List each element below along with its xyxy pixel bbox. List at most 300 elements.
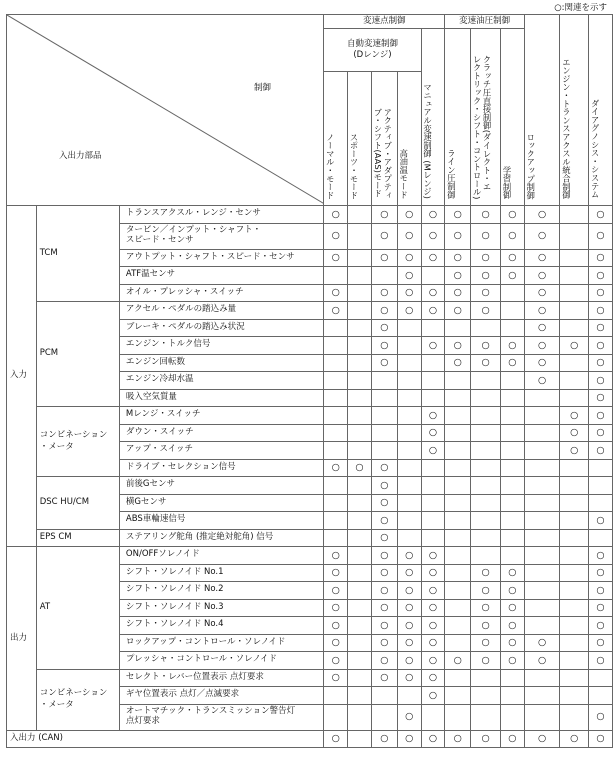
mark-cell: ○ <box>371 206 397 224</box>
mark-cell <box>471 704 501 730</box>
mark-cell: ○ <box>324 617 348 635</box>
item-label: トランスアクスル・レンジ・センサ <box>119 206 323 224</box>
header-diagonal-cell <box>7 15 324 206</box>
mark-cell <box>445 634 471 652</box>
mark-cell: ○ <box>421 223 445 249</box>
item-label: セレクト・レバー位置表示 点灯要求 <box>119 669 323 687</box>
col-learning: 学習制御 <box>501 29 525 206</box>
mark-cell <box>348 284 372 302</box>
mark-cell <box>324 372 348 390</box>
mark-cell <box>560 223 589 249</box>
mark-cell <box>348 206 372 224</box>
mark-cell <box>501 704 525 730</box>
mark-cell: ○ <box>421 582 445 600</box>
item-label: オートマチック・トランスミッション警告灯 点灯要求 <box>119 704 323 730</box>
mark-cell <box>348 617 372 635</box>
diagonal-line <box>7 15 324 206</box>
mark-cell <box>421 529 445 547</box>
mark-cell: ○ <box>589 512 613 530</box>
mark-cell <box>371 704 397 730</box>
mark-cell <box>421 389 445 407</box>
mark-cell: ○ <box>421 730 445 747</box>
mark-cell: ○ <box>471 634 501 652</box>
group-cell: PCM <box>36 302 119 407</box>
mark-cell: ○ <box>471 302 501 320</box>
mark-cell <box>348 389 372 407</box>
mark-cell <box>560 529 589 547</box>
mark-cell: ○ <box>371 302 397 320</box>
mark-cell <box>324 512 348 530</box>
mark-cell: ○ <box>589 424 613 442</box>
mark-cell: ○ <box>371 284 397 302</box>
mark-cell: ○ <box>501 582 525 600</box>
mark-cell: ○ <box>471 617 501 635</box>
mark-cell: ○ <box>397 302 421 320</box>
mark-cell: ○ <box>421 302 445 320</box>
category-cell: 出力 <box>7 547 37 731</box>
mark-cell: ○ <box>524 302 560 320</box>
mark-cell: ○ <box>501 267 525 285</box>
mark-cell <box>348 372 372 390</box>
mark-cell: ○ <box>324 302 348 320</box>
mark-cell <box>524 547 560 565</box>
table-row <box>7 547 613 565</box>
mark-cell: ○ <box>371 494 397 512</box>
group-cell: コンビネーション ・メータ <box>36 669 119 730</box>
mark-cell <box>471 372 501 390</box>
item-label: エンジン冷却水温 <box>119 372 323 390</box>
item-label: ON/OFFソレノイド <box>119 547 323 565</box>
table-row <box>7 529 613 547</box>
group-cell: EPS CM <box>36 529 119 547</box>
mark-cell <box>524 407 560 425</box>
mark-cell <box>560 704 589 730</box>
col-clutch-pressure: クラッチ圧直接制御(ダイレクト・エ レクトリック・シフト・コントロール) <box>471 29 501 206</box>
mark-cell <box>371 442 397 460</box>
mark-cell <box>445 319 471 337</box>
col-integrated: エンジン・トランスアクスル統合制御 <box>560 15 589 206</box>
mark-cell: ○ <box>371 547 397 565</box>
mark-cell: ○ <box>471 337 501 355</box>
mark-cell: ○ <box>524 730 560 747</box>
mark-cell <box>348 223 372 249</box>
mark-cell: ○ <box>421 547 445 565</box>
mark-cell <box>501 319 525 337</box>
mark-cell <box>348 547 372 565</box>
item-label: Mレンジ・スイッチ <box>119 407 323 425</box>
mark-cell: ○ <box>471 652 501 670</box>
mark-cell <box>501 547 525 565</box>
category-cell: 入力 <box>7 206 37 547</box>
table-row <box>7 302 613 320</box>
mark-cell: ○ <box>324 223 348 249</box>
mark-cell <box>324 442 348 460</box>
mark-cell <box>524 687 560 705</box>
footer-label: 入出力 (CAN) <box>7 730 324 747</box>
mark-cell <box>524 512 560 530</box>
mark-cell <box>397 389 421 407</box>
item-label: 吸入空気質量 <box>119 389 323 407</box>
mark-cell <box>560 634 589 652</box>
item-label: タービン／インプット・シャフト・ スピード・センサ <box>119 223 323 249</box>
mark-cell <box>348 407 372 425</box>
mark-cell: ○ <box>471 206 501 224</box>
mark-cell: ○ <box>324 249 348 267</box>
col-normal-mode: ノーマル・モード <box>324 72 348 206</box>
mark-cell <box>445 564 471 582</box>
mark-cell: ○ <box>524 354 560 372</box>
mark-cell: ○ <box>471 284 501 302</box>
mark-cell <box>324 337 348 355</box>
mark-cell <box>501 669 525 687</box>
mark-cell: ○ <box>324 730 348 747</box>
mark-cell <box>445 687 471 705</box>
mark-cell: ○ <box>560 407 589 425</box>
mark-cell: ○ <box>324 652 348 670</box>
mark-cell: ○ <box>589 389 613 407</box>
mark-cell <box>560 652 589 670</box>
mark-cell: ○ <box>371 512 397 530</box>
mark-cell: ○ <box>589 372 613 390</box>
mark-cell: ○ <box>371 564 397 582</box>
mark-cell: ○ <box>501 223 525 249</box>
mark-cell <box>560 564 589 582</box>
mark-cell: ○ <box>560 424 589 442</box>
mark-cell <box>445 494 471 512</box>
mark-cell: ○ <box>524 249 560 267</box>
mark-cell <box>397 319 421 337</box>
mark-cell: ○ <box>324 599 348 617</box>
mark-cell <box>560 494 589 512</box>
mark-cell <box>421 372 445 390</box>
mark-cell <box>471 389 501 407</box>
mark-cell <box>348 354 372 372</box>
mark-cell: ○ <box>501 652 525 670</box>
mark-cell: ○ <box>589 617 613 635</box>
mark-cell <box>471 512 501 530</box>
mark-cell <box>445 459 471 477</box>
mark-cell <box>560 687 589 705</box>
mark-cell: ○ <box>445 730 471 747</box>
col-sports-mode: スポーツ・モード <box>348 72 372 206</box>
hydraulic-control-header: 変速油圧制御 <box>445 15 524 29</box>
mark-cell <box>445 477 471 495</box>
mark-cell <box>348 634 372 652</box>
mark-cell: ○ <box>421 284 445 302</box>
auto-shift-header: 自動変速制御 (Dレンジ) <box>324 29 421 72</box>
mark-cell <box>324 424 348 442</box>
mark-cell: ○ <box>371 223 397 249</box>
mark-cell: ○ <box>589 582 613 600</box>
mark-cell <box>560 669 589 687</box>
mark-cell <box>324 704 348 730</box>
item-label: エンジン・トルク信号 <box>119 337 323 355</box>
mark-cell: ○ <box>371 459 397 477</box>
item-label: シフト・ソレノイド No.1 <box>119 564 323 582</box>
mark-cell <box>524 494 560 512</box>
mark-cell: ○ <box>524 206 560 224</box>
mark-cell: ○ <box>421 337 445 355</box>
mark-cell <box>501 302 525 320</box>
mark-cell <box>471 407 501 425</box>
mark-cell: ○ <box>589 704 613 730</box>
mark-cell: ○ <box>371 477 397 495</box>
io-control-table <box>6 14 613 748</box>
mark-cell <box>524 477 560 495</box>
mark-cell <box>348 687 372 705</box>
mark-cell <box>589 687 613 705</box>
mark-cell <box>501 477 525 495</box>
mark-cell <box>324 477 348 495</box>
item-label: シフト・ソレノイド No.3 <box>119 599 323 617</box>
mark-cell: ○ <box>589 267 613 285</box>
mark-cell <box>397 459 421 477</box>
mark-cell: ○ <box>397 652 421 670</box>
mark-cell: ○ <box>324 564 348 582</box>
mark-cell <box>560 206 589 224</box>
mark-cell: ○ <box>421 442 445 460</box>
mark-cell <box>421 319 445 337</box>
mark-cell: ○ <box>589 442 613 460</box>
mark-cell <box>421 459 445 477</box>
mark-cell <box>348 564 372 582</box>
mark-cell <box>589 494 613 512</box>
mark-cell: ○ <box>589 652 613 670</box>
mark-cell: ○ <box>501 564 525 582</box>
item-label: アウトプット・シャフト・スピード・センサ <box>119 249 323 267</box>
shift-point-control-header: 変速点制御 <box>324 15 445 29</box>
control-label: 制御 <box>254 83 272 93</box>
mark-cell <box>348 424 372 442</box>
mark-cell: ○ <box>501 206 525 224</box>
mark-cell: ○ <box>397 617 421 635</box>
mark-cell <box>445 407 471 425</box>
mark-cell <box>421 477 445 495</box>
col-diagnosis: ダイアグノシス・システム <box>589 15 613 206</box>
mark-cell <box>397 407 421 425</box>
mark-cell: ○ <box>397 634 421 652</box>
mark-cell: ○ <box>348 459 372 477</box>
mark-cell <box>524 389 560 407</box>
mark-cell: ○ <box>371 354 397 372</box>
mark-cell <box>471 547 501 565</box>
mark-cell <box>371 389 397 407</box>
mark-cell: ○ <box>397 669 421 687</box>
mark-cell <box>397 512 421 530</box>
mark-cell: ○ <box>445 354 471 372</box>
table-body <box>7 206 613 748</box>
mark-cell: ○ <box>445 249 471 267</box>
item-label: オイル・プレッシャ・スイッチ <box>119 284 323 302</box>
col-aas-mode: アクティブ・アダプティ ブ・シフト(AAS)モード <box>371 72 397 206</box>
mark-cell <box>324 354 348 372</box>
mark-cell: ○ <box>471 582 501 600</box>
mark-cell: ○ <box>501 617 525 635</box>
mark-cell: ○ <box>324 547 348 565</box>
mark-cell <box>348 512 372 530</box>
mark-cell <box>397 687 421 705</box>
mark-cell <box>501 284 525 302</box>
mark-cell: ○ <box>445 337 471 355</box>
mark-cell <box>348 669 372 687</box>
mark-cell: ○ <box>501 249 525 267</box>
mark-cell: ○ <box>371 582 397 600</box>
mark-cell: ○ <box>371 730 397 747</box>
mark-cell: ○ <box>524 337 560 355</box>
mark-cell: ○ <box>589 599 613 617</box>
table-row <box>7 669 613 687</box>
io-parts-label: 入出力部品 <box>59 151 102 161</box>
mark-cell <box>524 582 560 600</box>
mark-cell: ○ <box>445 652 471 670</box>
mark-cell <box>589 477 613 495</box>
mark-cell: ○ <box>371 529 397 547</box>
col-lockup: ロックアップ制御 <box>524 15 560 206</box>
mark-cell <box>445 424 471 442</box>
item-label: 横Gセンサ <box>119 494 323 512</box>
mark-cell: ○ <box>397 704 421 730</box>
mark-cell <box>324 687 348 705</box>
mark-cell: ○ <box>397 547 421 565</box>
mark-cell: ○ <box>371 337 397 355</box>
mark-cell <box>445 512 471 530</box>
mark-cell <box>348 337 372 355</box>
mark-cell <box>397 337 421 355</box>
group-cell: AT <box>36 547 119 670</box>
mark-cell <box>524 529 560 547</box>
mark-cell <box>501 389 525 407</box>
footer-row <box>7 730 613 747</box>
mark-cell: ○ <box>560 442 589 460</box>
mark-cell <box>348 582 372 600</box>
mark-cell <box>348 730 372 747</box>
mark-cell: ○ <box>524 634 560 652</box>
mark-cell <box>397 424 421 442</box>
mark-cell: ○ <box>371 249 397 267</box>
mark-cell: ○ <box>589 354 613 372</box>
item-label: アクセル・ペダルの踏込み量 <box>119 302 323 320</box>
mark-cell <box>471 319 501 337</box>
item-label: エンジン回転数 <box>119 354 323 372</box>
mark-cell: ○ <box>589 634 613 652</box>
mark-cell: ○ <box>501 354 525 372</box>
mark-cell <box>371 424 397 442</box>
mark-cell: ○ <box>589 284 613 302</box>
item-label: アップ・スイッチ <box>119 442 323 460</box>
mark-cell <box>524 669 560 687</box>
mark-cell: ○ <box>445 302 471 320</box>
mark-cell <box>501 407 525 425</box>
mark-cell <box>371 407 397 425</box>
mark-cell <box>560 302 589 320</box>
mark-cell: ○ <box>471 249 501 267</box>
mark-cell <box>397 354 421 372</box>
item-label: ブレーキ・ペダルの踏込み状況 <box>119 319 323 337</box>
mark-cell: ○ <box>421 687 445 705</box>
mark-cell <box>397 477 421 495</box>
item-label: ギヤ位置表示 点灯／点滅要求 <box>119 687 323 705</box>
item-label: シフト・ソレノイド No.2 <box>119 582 323 600</box>
mark-cell: ○ <box>324 582 348 600</box>
mark-cell <box>560 617 589 635</box>
mark-cell <box>348 319 372 337</box>
mark-cell <box>445 704 471 730</box>
mark-cell: ○ <box>397 223 421 249</box>
mark-cell <box>348 442 372 460</box>
mark-cell <box>348 529 372 547</box>
mark-cell <box>397 494 421 512</box>
mark-cell <box>589 529 613 547</box>
mark-cell <box>471 669 501 687</box>
mark-cell: ○ <box>589 730 613 747</box>
mark-cell <box>524 442 560 460</box>
mark-cell: ○ <box>371 599 397 617</box>
table-row <box>7 407 613 425</box>
item-label: ロックアップ・コントロール・ソレノイド <box>119 634 323 652</box>
mark-cell: ○ <box>524 267 560 285</box>
mark-cell <box>524 459 560 477</box>
mark-cell <box>560 547 589 565</box>
mark-cell: ○ <box>421 634 445 652</box>
mark-cell <box>560 389 589 407</box>
mark-cell: ○ <box>471 223 501 249</box>
mark-cell <box>524 599 560 617</box>
mark-cell <box>348 249 372 267</box>
mark-cell: ○ <box>421 669 445 687</box>
mark-cell <box>501 424 525 442</box>
mark-cell <box>501 687 525 705</box>
legend: ○:関連を示す <box>554 3 607 13</box>
mark-cell: ○ <box>589 223 613 249</box>
mark-cell <box>324 529 348 547</box>
item-label: ATF温センサ <box>119 267 323 285</box>
mark-cell: ○ <box>371 669 397 687</box>
item-label: ABS車輪速信号 <box>119 512 323 530</box>
mark-cell <box>421 704 445 730</box>
mark-cell <box>524 617 560 635</box>
mark-cell <box>560 512 589 530</box>
mark-cell: ○ <box>589 206 613 224</box>
mark-cell: ○ <box>471 730 501 747</box>
mark-cell: ○ <box>371 617 397 635</box>
mark-cell <box>348 599 372 617</box>
mark-cell: ○ <box>501 599 525 617</box>
mark-cell: ○ <box>397 284 421 302</box>
mark-cell: ○ <box>589 564 613 582</box>
mark-cell <box>397 529 421 547</box>
mark-cell <box>501 459 525 477</box>
mark-cell: ○ <box>524 652 560 670</box>
mark-cell: ○ <box>471 354 501 372</box>
mark-cell <box>324 389 348 407</box>
mark-cell <box>371 372 397 390</box>
mark-cell: ○ <box>371 652 397 670</box>
mark-cell: ○ <box>324 206 348 224</box>
mark-cell: ○ <box>560 337 589 355</box>
mark-cell: ○ <box>501 337 525 355</box>
mark-cell: ○ <box>421 424 445 442</box>
item-label: 前後Gセンサ <box>119 477 323 495</box>
group-cell: TCM <box>36 206 119 302</box>
item-label: ステアリング舵角 (推定絶対舵角) 信号 <box>119 529 323 547</box>
mark-cell: ○ <box>324 459 348 477</box>
mark-cell <box>524 424 560 442</box>
mark-cell <box>560 582 589 600</box>
mark-cell: ○ <box>421 617 445 635</box>
mark-cell <box>445 599 471 617</box>
mark-cell <box>421 494 445 512</box>
mark-cell <box>445 389 471 407</box>
